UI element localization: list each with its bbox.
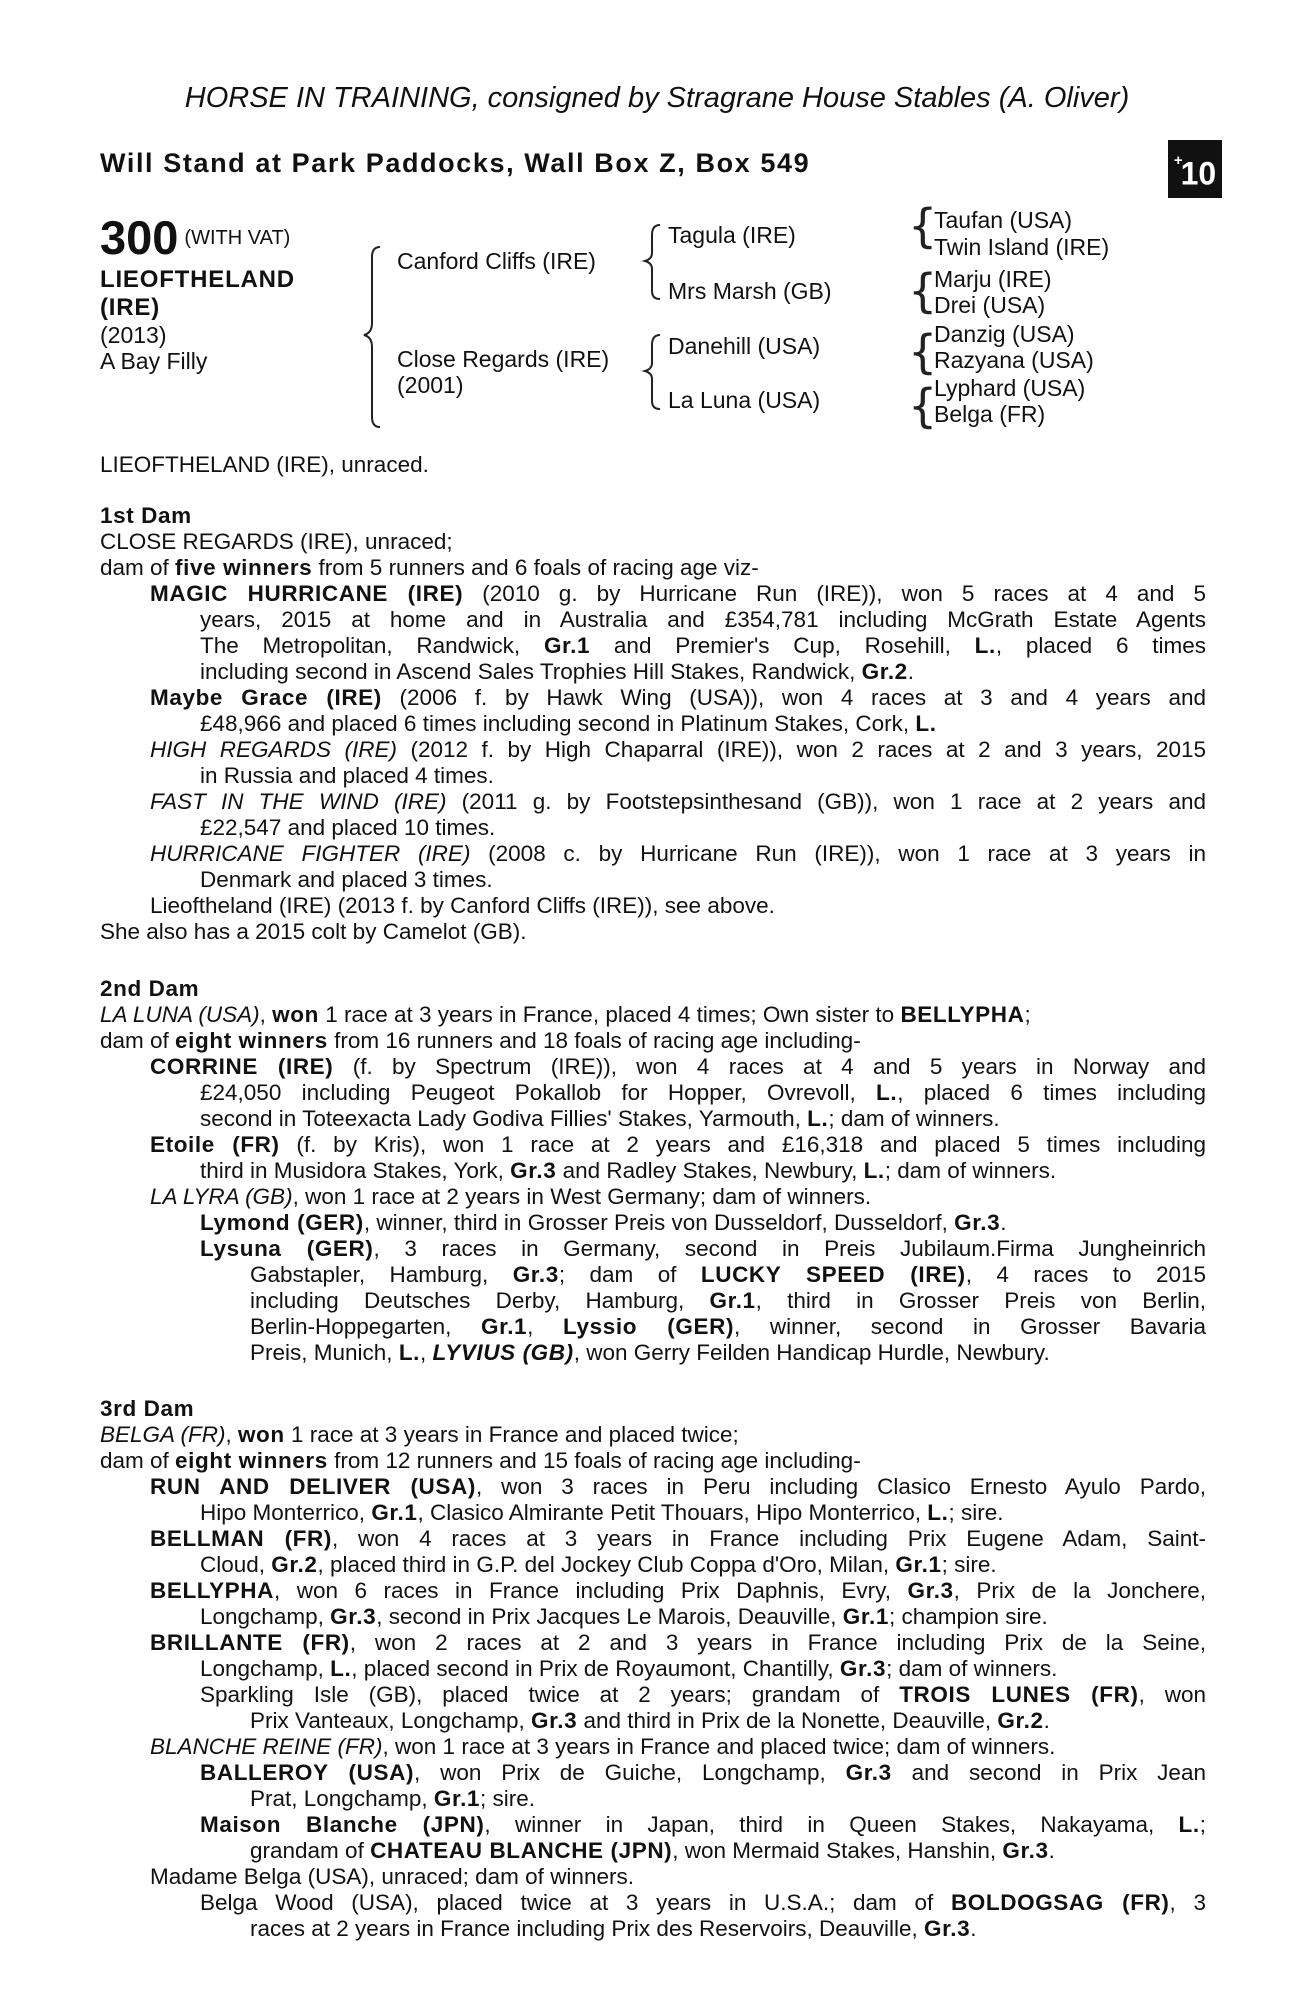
pedigree-dam-year: (2001) (397, 372, 464, 398)
ggp-3: Marju (IRE) (934, 266, 1052, 292)
brace-1: { (908, 199, 938, 253)
grade: L. (915, 711, 937, 736)
text: . (1043, 1708, 1050, 1733)
third-dam-summary (100, 1448, 861, 1474)
horse-name: MAGIC HURRICANE (IRE) (150, 581, 464, 606)
produce-line (200, 1500, 1004, 1526)
vat-note: (WITH VAT) (184, 227, 291, 249)
grade: L. (876, 1080, 898, 1105)
text: Hipo Monterrico, (200, 1500, 372, 1525)
text: and third in Prix de la Nonette, Deauville, (577, 1708, 998, 1733)
text: (2008 c. by Hurricane Run (IRE)), won 1 race at 3 years in (470, 841, 1206, 866)
text: dam of (100, 1448, 176, 1473)
badge-plus: + (1173, 152, 1183, 169)
pedigree-sire-dam: Mrs Marsh (GB) (668, 278, 832, 304)
grade: Gr.1 (543, 633, 591, 658)
grade: Gr.2 (861, 659, 908, 684)
text: , (527, 1314, 564, 1339)
produce-madame-belga: Madame Belga (USA), unraced; dam of winners. (150, 1864, 634, 1889)
horse-name: Maybe Grace (IRE) (150, 685, 382, 710)
produce-hurricane-fighter (150, 841, 1206, 867)
produce-line: £22,547 and placed 10 times. (200, 815, 496, 840)
pedigree-dam-dam: La Luna (USA) (668, 387, 821, 413)
text: , winner in Japan, third in Queen Stakes, Nakayama, (484, 1812, 1179, 1837)
horse-name: BOLDOGSAG (FR) (950, 1890, 1170, 1915)
pedigree-sire-sire: Tagula (IRE) (668, 222, 796, 248)
text: and Premier's Cup, Rosehill, (590, 633, 975, 658)
brace-4: { (908, 379, 938, 433)
second-dam-name (100, 1002, 1031, 1028)
text: and second in Prix Jean (891, 1760, 1206, 1785)
text: dam of (100, 555, 176, 580)
text: ; champion sire. (888, 1604, 1048, 1629)
text: 1 race at 3 years in France and placed twice; (284, 1422, 739, 1447)
grade: Gr.2 (997, 1708, 1044, 1733)
grade: Gr.2 (271, 1552, 318, 1577)
text: (f. by Kris), won 1 race at 2 years and £16,318 and placed 5 times including (279, 1132, 1206, 1157)
text: ; dam of winners. (828, 1106, 1000, 1131)
text: 1 race at 3 years in France, placed 4 times; Own sister to (318, 1002, 901, 1027)
ggp-8: Belga (FR) (934, 401, 1046, 427)
text: . (970, 1916, 977, 1941)
produce-bellypha (150, 1578, 1206, 1604)
text: , won (1138, 1682, 1206, 1707)
grade: Gr.1 (433, 1786, 481, 1811)
horse-name: BELLMAN (FR) (150, 1526, 332, 1551)
text: from 16 runners and 18 foals of racing age including- (327, 1028, 861, 1053)
produce-note: She also has a 2015 colt by Camelot (GB). (100, 919, 527, 944)
text: £24,050 including Peugeot Pokallob for Hopper, Ovrevoll, (200, 1080, 877, 1105)
produce-line (200, 1158, 1056, 1184)
third-dam-name (100, 1422, 739, 1448)
produce-etoile (150, 1132, 1206, 1158)
produce-brillante (150, 1630, 1206, 1656)
produce-line (250, 1786, 535, 1812)
second-dam-summary (100, 1028, 861, 1054)
text: (2006 f. by Hawk Wing (USA)), won 4 races at 3 and 4 years and (381, 685, 1206, 710)
text: , 3 races in Germany, second in Preis Jubilaum.Firma Jungheinrich (373, 1236, 1206, 1261)
horse-name-line1: LIEOFTHELAND (100, 266, 295, 293)
text: (2011 g. by Footstepsinthesand (GB)), won 1 race at 2 years and (446, 789, 1206, 814)
text: , won Prix de Guiche, Longchamp, (414, 1760, 846, 1785)
text: , won 2 races at 2 and 3 years in France including Prix de la Seine, (349, 1630, 1206, 1655)
horse-name: BALLEROY (USA) (200, 1760, 415, 1785)
produce-bellman (150, 1526, 1206, 1552)
text: ; (1024, 1002, 1031, 1027)
horse-name: LA LYRA (GB) (150, 1184, 293, 1209)
horse-name: BRILLANTE (FR) (150, 1630, 350, 1655)
produce-maybe-grace (150, 685, 1206, 711)
ggp-6: Razyana (USA) (934, 347, 1094, 373)
lot-number-value: 300 (100, 211, 179, 264)
text: . (907, 659, 915, 684)
text: , (420, 1340, 433, 1365)
pedigree-dam: Close Regards (IRE) (397, 346, 610, 372)
ggp-4: Drei (USA) (934, 292, 1046, 318)
first-dam-name: CLOSE REGARDS (IRE), unraced; (100, 529, 453, 554)
grade: Gr.3 (531, 1708, 578, 1733)
produce-line (250, 1838, 1055, 1864)
produce-line (250, 1262, 1206, 1288)
horse-name: RUN AND DELIVER (USA) (150, 1474, 476, 1499)
horse-name: CHATEAU BLANCHE (JPN) (370, 1838, 673, 1863)
text: third in Musidora Stakes, York, (200, 1158, 511, 1183)
text: , placed 6 times including (897, 1080, 1206, 1105)
text: Gabstapler, Hamburg, (250, 1262, 513, 1287)
text: , Clasico Almirante Petit Thouars, Hipo Monterrico, (417, 1500, 928, 1525)
produce-line: in Russia and placed 4 times. (200, 763, 494, 788)
horse-name: TROIS LUNES (FR) (899, 1682, 1139, 1707)
grade: Gr.3 (954, 1210, 1001, 1235)
produce-sparkling-isle (200, 1682, 1206, 1708)
horse-name: Etoile (FR) (150, 1132, 280, 1157)
brace-3: { (908, 325, 938, 379)
text: , won Mermaid Stakes, Hanshin, (672, 1838, 1003, 1863)
text: , won 1 race at 3 years in France and placed twice; dam of winners. (382, 1734, 1056, 1759)
text: , won 1 race at 2 years in West Germany; dam of winners. (292, 1184, 872, 1209)
text: (f. by Spectrum (IRE)), won 4 races at 4 and 5 years in Norway and (333, 1054, 1206, 1079)
grade: Gr.1 (842, 1604, 889, 1629)
horse-name: HIGH REGARDS (IRE) (150, 737, 397, 762)
produce-line (250, 1916, 977, 1942)
horse-name: CORRINE (IRE) (150, 1054, 334, 1079)
text: , won 4 races at 3 years in France including Prix Eugene Adam, Saint- (331, 1526, 1206, 1551)
produce-blanche-reine (150, 1734, 1055, 1760)
text: , won 6 races in France including Prix Daphnis, Evry, (274, 1578, 908, 1603)
first-dam-summary (100, 555, 759, 581)
text: Cloud, (200, 1552, 272, 1577)
produce-line (250, 1340, 1050, 1366)
grade: Gr.1 (895, 1552, 942, 1577)
horse-name: Lysuna (GER) (200, 1236, 374, 1261)
text: , placed third in G.P. del Jockey Club Coppa d'Oro, Milan, (317, 1552, 896, 1577)
grade: Gr.1 (709, 1288, 756, 1313)
horse-name: BLANCHE REINE (FR) (150, 1734, 383, 1759)
winners-count: five winners (175, 555, 313, 580)
text: including second in Ascend Sales Trophies Hill Stakes, Randwick, (200, 659, 862, 684)
won: won (237, 1422, 285, 1447)
horse-name: HURRICANE FIGHTER (IRE) (150, 841, 471, 866)
ggp-1: Taufan (USA) (934, 207, 1073, 233)
horse-name: Lymond (GER) (200, 1210, 364, 1235)
text: ; (1199, 1812, 1206, 1837)
grade: L. (1178, 1812, 1200, 1837)
grade: Gr.1 (480, 1314, 528, 1339)
produce-line (200, 633, 1206, 659)
text: , (259, 1002, 273, 1027)
text: , won 3 races in Peru including Clasico Ernesto Ayulo Pardo, (475, 1474, 1206, 1499)
grade: Gr.3 (839, 1656, 887, 1681)
grade: Gr.3 (845, 1760, 892, 1785)
produce-fast-in-the-wind (150, 789, 1206, 815)
brace-2: { (908, 264, 938, 318)
produce-line (200, 659, 914, 685)
produce-line: Denmark and placed 3 times. (200, 867, 493, 892)
text: Prat, Longchamp, (250, 1786, 434, 1811)
text: , winner, third in Grosser Preis von Dusseldorf, Dusseldorf, (363, 1210, 955, 1235)
text: , third in Grosser Preis von Berlin, (755, 1288, 1206, 1313)
text: races at 2 years in France including Prix des Reservoirs, Deauville, (250, 1916, 925, 1941)
grade: Gr.3 (924, 1916, 971, 1941)
grade: Gr.1 (371, 1500, 418, 1525)
horse-name: BELLYPHA (150, 1578, 274, 1603)
horse-name-line2: (IRE) (100, 294, 160, 321)
text: ; sire. (948, 1500, 1004, 1525)
text: and Radley Stakes, Newbury, (556, 1158, 864, 1183)
horse-name: LUCKY SPEED (IRE) (700, 1262, 966, 1287)
grade: Gr.3 (1002, 1838, 1049, 1863)
foaling-year: (2013) (100, 322, 167, 348)
horse-name: LYVIUS (GB) (432, 1340, 574, 1365)
produce-line (200, 1080, 1206, 1106)
horse-name: Lyssio (GER) (563, 1314, 735, 1339)
produce-line (250, 1708, 1050, 1734)
text: (2012 f. by High Chaparral (IRE)), won 2 races at 2 and 3 years, 2015 (397, 737, 1206, 762)
text: , second in Prix Jacques Le Marois, Deauville, (376, 1604, 843, 1629)
text: , 4 races to 2015 (965, 1262, 1206, 1287)
second-dam-heading: 2nd Dam (100, 976, 200, 1001)
produce-lymond (200, 1210, 1007, 1236)
text: Belga Wood (USA), placed twice at 3 years in U.S.A.; dam of (200, 1890, 951, 1915)
third-dam-heading: 3rd Dam (100, 1396, 195, 1421)
text: , winner, second in Grosser Bavaria (734, 1314, 1206, 1339)
grade: L. (974, 633, 996, 658)
grade: Gr.3 (330, 1604, 377, 1629)
text: ; dam of winners. (886, 1656, 1058, 1681)
text: Preis, Munich, (250, 1340, 399, 1365)
grade: Gr.3 (512, 1262, 559, 1287)
text: dam of (100, 1028, 176, 1053)
badge-number: 10 (1180, 155, 1217, 192)
text: ; dam of winners. (884, 1158, 1057, 1183)
produce-line (200, 1604, 1048, 1630)
text: from 12 runners and 15 foals of racing age including- (327, 1448, 861, 1473)
text: including Deutsches Derby, Hamburg, (250, 1288, 710, 1313)
grade: Gr.3 (907, 1578, 954, 1603)
ggp-2: Twin Island (IRE) (934, 234, 1110, 260)
produce-line (200, 1552, 997, 1578)
grade: L. (863, 1158, 885, 1183)
text: Longchamp, (200, 1656, 331, 1681)
text: Sparkling Isle (GB), placed twice at 2 years; grandam of (200, 1682, 900, 1707)
text: grandam of (250, 1838, 371, 1863)
produce-lieoftheland: Lieoftheland (IRE) (2013 f. by Canford Cliffs (IRE)), see above. (150, 893, 775, 918)
produce-line (200, 1106, 1000, 1132)
winners-count: eight winners (175, 1448, 328, 1473)
text: , Prix de la Jonchere, (953, 1578, 1206, 1603)
produce-balleroy (200, 1760, 1206, 1786)
text: , placed second in Prix de Royaumont, Chantilly, (351, 1656, 840, 1681)
text: £48,966 and placed 6 times including second in Platinum Stakes, Cork, (200, 711, 916, 736)
first-dam-heading: 1st Dam (100, 503, 192, 528)
text: from 5 runners and 6 foals of racing age viz- (312, 555, 759, 580)
produce-run-and-deliver (150, 1474, 1206, 1500)
pedigree-sire: Canford Cliffs (IRE) (397, 248, 596, 274)
produce-line: years, 2015 at home and in Australia and £354,781 including McGrath Estate Agents (200, 607, 1206, 632)
horse-name: BELGA (FR) (100, 1422, 226, 1447)
grade: L. (330, 1656, 352, 1681)
horse-name: LA LUNA (USA) (100, 1002, 260, 1027)
produce-maison-blanche (200, 1812, 1206, 1838)
horse-name: BELLYPHA (900, 1002, 1025, 1027)
horse-description: A Bay Filly (100, 348, 208, 374)
ggp-7: Lyphard (USA) (934, 375, 1086, 401)
text: , 3 (1169, 1890, 1206, 1915)
horse-name: FAST IN THE WIND (IRE) (150, 789, 447, 814)
grade: L. (398, 1340, 421, 1365)
horse-name: Maison Blanche (JPN) (200, 1812, 485, 1837)
text: Longchamp, (200, 1604, 331, 1629)
produce-lysuna (200, 1236, 1206, 1262)
text: . (1000, 1210, 1007, 1235)
produce-corrine (150, 1054, 1206, 1080)
produce-magic-hurricane (150, 581, 1206, 607)
text: (2010 g. by Hurricane Run (IRE)), won 5 races at 4 and 5 (463, 581, 1206, 606)
produce-la-lyra (150, 1184, 871, 1210)
produce-line (250, 1314, 1206, 1340)
produce-line (200, 711, 937, 737)
intro-line: LIEOFTHELAND (IRE), unraced. (100, 452, 429, 477)
text: , (225, 1422, 238, 1447)
catalogue-header: HORSE IN TRAINING, consigned by Stragrane House Stables (A. Oliver) (184, 82, 1130, 114)
text: second in Toteexacta Lady Godiva Fillies' Stakes, Yarmouth, (200, 1106, 808, 1131)
text: ; sire. (941, 1552, 997, 1577)
text: , placed 6 times (995, 633, 1207, 658)
winners-count: eight winners (175, 1028, 328, 1053)
grade: L. (807, 1106, 829, 1131)
text: ; dam of (558, 1262, 701, 1287)
ggp-5: Danzig (USA) (934, 321, 1075, 347)
text: Prix Vanteaux, Longchamp, (250, 1708, 531, 1733)
grade: L. (927, 1500, 949, 1525)
stand-location: Will Stand at Park Paddocks, Wall Box Z, Box 549 (100, 148, 811, 178)
won: won (272, 1002, 319, 1027)
text: , won Gerry Feilden Handicap Hurdle, Newbury. (573, 1340, 1050, 1365)
produce-line (200, 1656, 1057, 1682)
text: . (1048, 1838, 1055, 1863)
produce-line (250, 1288, 1206, 1314)
text: The Metropolitan, Randwick, (200, 633, 544, 658)
grade: Gr.3 (510, 1158, 557, 1183)
pedigree-dam-sire: Danehill (USA) (668, 333, 821, 359)
text: ; sire. (480, 1786, 536, 1811)
produce-belga-wood (200, 1890, 1206, 1916)
text: Berlin-Hoppegarten, (250, 1314, 481, 1339)
produce-high-regards (150, 737, 1206, 763)
